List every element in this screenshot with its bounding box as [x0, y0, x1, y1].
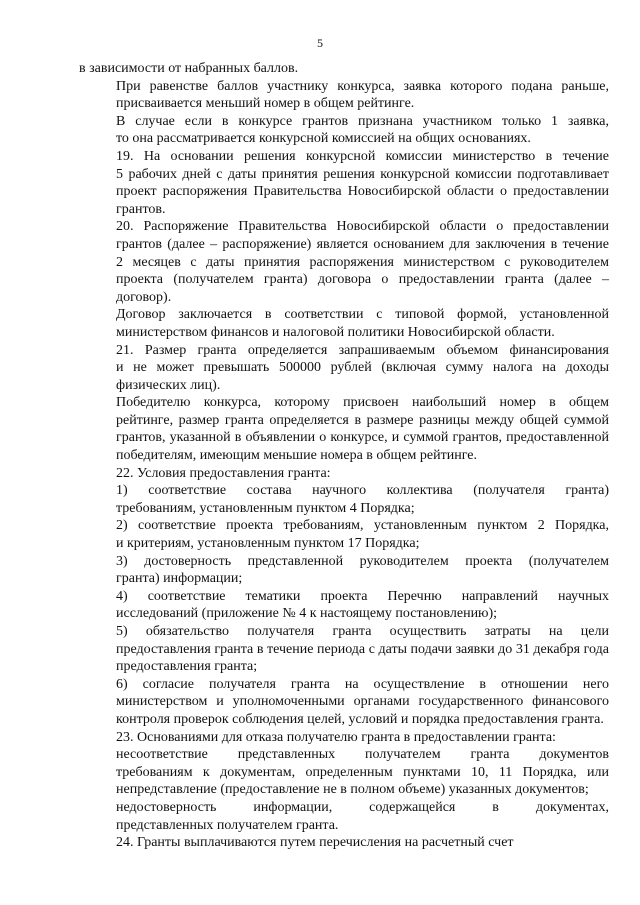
text-line: гранта) информации; [116, 571, 243, 587]
text-line: то она рассматривается конкурсной комиссией на общих основаниях. [116, 131, 531, 147]
text-line: и не может превышать 500000 рублей (включая сумму налога на доходы [116, 360, 609, 376]
paragraph [79, 553, 609, 588]
text-line: представленных получателем гранта. [116, 817, 339, 833]
paragraph [79, 113, 609, 148]
paragraph [79, 465, 609, 483]
text-line: проекта (получателем гранта) договора о предоставлении гранта (далее – [116, 272, 609, 288]
paragraph [79, 78, 609, 113]
text-line: Победителю конкурса, которому присвоен наибольший номер в общем [116, 395, 609, 411]
text-line: В случае если в конкурсе грантов признана участником только 1 заявка, [116, 113, 609, 129]
document-body [79, 60, 609, 852]
text-line: грантов, указанной в объявлении о конкурсе, и суммой грантов, предоставленной [116, 430, 609, 446]
text-line: присваивается меньший номер в общем рейтинге. [116, 96, 415, 112]
paragraph [79, 306, 609, 341]
text-line: 24. Гранты выплачиваются путем перечисления на расчетный счет [116, 835, 514, 851]
text-line: 1) соответствие состава научного коллектива (получателя гранта) [116, 483, 609, 499]
paragraph [79, 342, 609, 395]
text-line: и критериям, установленным пунктом 17 Порядка; [116, 536, 420, 552]
text-line: исследований (приложение № 4 к настоящему постановлению); [116, 606, 498, 622]
text-line: договор). [116, 289, 172, 305]
text-line: грантов (далее – распоряжение) является основанием для заключения в течение [116, 236, 609, 252]
text-line: 4) соответствие тематики проекта Перечню направлений научных [116, 588, 609, 604]
text-line: победителям, имеющим меньшие номера в общем рейтинге. [116, 448, 477, 464]
text-line: 19. На основании решения конкурсной комиссии министерство в течение [116, 148, 609, 164]
text-line: 23. Основаниями для отказа получателю гранта в предоставлении гранта: [116, 729, 556, 745]
paragraph [79, 588, 609, 623]
text-line: 22. Условия предоставления гранта: [116, 465, 331, 481]
text-line: Договор заключается в соответствии с типовой формой, установленной [116, 307, 609, 323]
text-line: министерством финансов и налоговой политики Новосибирской области. [116, 324, 555, 340]
paragraph [79, 60, 609, 78]
text-line: При равенстве баллов участнику конкурса, заявка которого подана раньше, [116, 78, 609, 94]
text-line: министерством и уполномоченными органами государственного финансового [116, 694, 609, 710]
paragraph [79, 218, 609, 306]
paragraph [79, 482, 609, 517]
text-line: 5 рабочих дней с даты принятия решения конкурсной комиссии подготавливает [116, 166, 609, 182]
text-line: несоответствие представленных получателем гранта документов [116, 747, 609, 763]
paragraph [79, 394, 609, 464]
text-line: недостоверность информации, содержащейся в документах, [116, 799, 609, 815]
paragraph [79, 517, 609, 552]
text-line: требованиям к документам, определенным пунктами 10, 11 Порядка, или [116, 764, 609, 780]
text-line: в зависимости от набранных баллов. [79, 61, 299, 76]
paragraph [79, 676, 609, 729]
text-line: 3) достоверность представленной руководителем проекта (получателем [116, 553, 609, 569]
page-number: 5 [317, 36, 323, 50]
text-line: предоставления гранта; [116, 659, 258, 675]
text-line: 2) соответствие проекта требованиям, установленным пунктом 2 Порядка, [116, 518, 609, 534]
text-line: проект распоряжения Правительства Новосибирской области о предоставлении [116, 184, 609, 200]
text-line: 2 месяцев с даты принятия распоряжения министерством с руководителем [116, 254, 609, 270]
paragraph [79, 729, 609, 747]
paragraph [79, 746, 609, 799]
text-line: рейтинге, размер гранта определяется в размере разницы между общей суммой [116, 412, 609, 428]
text-line: 20. Распоряжение Правительства Новосибирской области о предоставлении [116, 219, 609, 235]
paragraph [79, 799, 609, 834]
text-line: 21. Размер гранта определяется запрашиваемым объемом финансирования [116, 342, 609, 358]
paragraph [79, 148, 609, 218]
text-line: грантов. [116, 201, 166, 217]
text-line: требованиям, установленным пунктом 4 Порядка; [116, 500, 415, 516]
paragraph [79, 623, 609, 676]
text-line: 5) обязательство получателя гранта осуществить затраты на цели [116, 624, 609, 639]
text-line: 6) согласие получателя гранта на осуществление в отношении него [116, 676, 609, 692]
text-line: контроля проверок соблюдения целей, условий и порядка предоставления гранта. [116, 711, 604, 727]
text-line: непредставление (предоставление не в полном объеме) указанных документов; [116, 782, 589, 798]
text-line: физических лиц). [116, 377, 221, 393]
paragraph [79, 834, 609, 852]
text-line: предоставления гранта в течение периода с даты подачи заявки до 31 декабря года [116, 641, 609, 657]
